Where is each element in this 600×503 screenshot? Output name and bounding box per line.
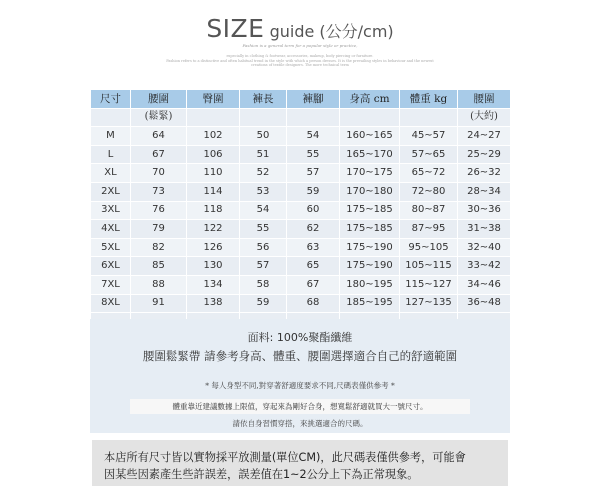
table-row — [91, 220, 511, 239]
table-cell: 114 — [187, 182, 240, 201]
subheader-cell — [287, 108, 340, 127]
size-label-cell: 8XL — [91, 294, 131, 313]
fineprint-line: creations of textile designers. The more technical term — [251, 63, 349, 68]
table-cell: 60 — [287, 201, 340, 220]
measurement-disclaimer — [92, 440, 508, 486]
header-cell: 身高 cm — [340, 90, 400, 109]
size-label-cell: 4XL — [91, 220, 131, 239]
subheader-cell — [340, 108, 400, 127]
header-cell: 體重 kg — [400, 90, 458, 109]
table-cell: 134 — [187, 275, 240, 294]
table-cell: 54 — [287, 127, 340, 146]
subheader-cell: (大約) — [458, 108, 511, 127]
table-row — [91, 127, 511, 146]
table-row — [91, 201, 511, 220]
table-cell: 127~135 — [400, 294, 458, 313]
table-cell: 58 — [240, 275, 287, 294]
table-cell: 87~95 — [400, 220, 458, 239]
table-cell: 45~57 — [400, 127, 458, 146]
size-table — [90, 89, 511, 332]
table-cell: 170~175 — [340, 164, 400, 183]
notes-panel — [90, 319, 510, 433]
title-main: SIZE — [206, 14, 265, 43]
table-cell: 59 — [240, 294, 287, 313]
table-cell: 55 — [287, 145, 340, 164]
size-guide-title — [0, 14, 600, 43]
table-cell: 59 — [287, 182, 340, 201]
table-cell: 30~36 — [458, 201, 511, 220]
table-cell: 54 — [240, 201, 287, 220]
table-subheader-row — [91, 108, 511, 127]
header-cell: 褲長 — [240, 90, 287, 109]
table-cell: 52 — [240, 164, 287, 183]
header-cell: 臀圍 — [187, 90, 240, 109]
table-cell: 33~42 — [458, 257, 511, 276]
table-cell: 85 — [131, 257, 187, 276]
table-cell: 91 — [131, 294, 187, 313]
table-cell: 102 — [187, 127, 240, 146]
size-label-cell: XL — [91, 164, 131, 183]
table-row — [91, 145, 511, 164]
table-cell: 160~165 — [340, 127, 400, 146]
table-cell: 32~40 — [458, 238, 511, 257]
tagline: Fashion is a general term for a popular style or practice, — [242, 43, 358, 48]
table-cell: 122 — [187, 220, 240, 239]
table-cell: 53 — [240, 182, 287, 201]
subheader-cell — [240, 108, 287, 127]
subheader-cell — [187, 108, 240, 127]
table-header-row — [91, 90, 511, 109]
table-cell: 57 — [240, 257, 287, 276]
table-cell: 65 — [287, 257, 340, 276]
size-label-cell: 2XL — [91, 182, 131, 201]
header-cell: 腰圍 — [458, 90, 511, 109]
fineprint-line: especially in clothing & footwear, accessories, makeup, body piercing or furniture. — [226, 54, 374, 58]
weight-note: 體重靠近建議數據上限值，穿起來為剛好合身，想寬鬆舒適就買大一號尺寸。 — [130, 399, 470, 414]
table-cell: 180~195 — [340, 275, 400, 294]
style-note: 請依自身習慣穿搭，來挑選適合的尺碼。 — [232, 419, 368, 428]
table-row — [91, 257, 511, 276]
disclaimer-line: 因某些因素產生些許誤差，誤差值在1~2公分上下為正常現象。 — [104, 468, 419, 481]
table-cell: 36~48 — [458, 294, 511, 313]
table-cell: 175~185 — [340, 220, 400, 239]
table-cell: 175~185 — [340, 201, 400, 220]
table-cell: 72~80 — [400, 182, 458, 201]
table-cell: 51 — [240, 145, 287, 164]
table-cell: 50 — [240, 127, 287, 146]
table-cell: 57 — [287, 164, 340, 183]
table-cell: 175~190 — [340, 238, 400, 257]
table-cell: 80~87 — [400, 201, 458, 220]
reference-note: * 每人身型不同,對穿著舒適度要求不同,尺碼表僅供參考 * — [205, 381, 395, 390]
subheader-cell: (鬆緊) — [131, 108, 187, 127]
size-label-cell: 5XL — [91, 238, 131, 257]
table-cell: 25~29 — [458, 145, 511, 164]
table-cell: 88 — [131, 275, 187, 294]
table-cell: 67 — [287, 275, 340, 294]
size-label-cell: M — [91, 127, 131, 146]
table-cell: 82 — [131, 238, 187, 257]
table-cell: 70 — [131, 164, 187, 183]
size-label-cell: 3XL — [91, 201, 131, 220]
table-cell: 34~46 — [458, 275, 511, 294]
fineprint-line: Fashion refers to a distinctive and often habitual trend in the style with which a person dresses. It is the prevailing styles in behaviour and the newest — [166, 58, 434, 63]
fineprint-block — [120, 54, 480, 68]
table-cell: 76 — [131, 201, 187, 220]
table-cell: 62 — [287, 220, 340, 239]
table-cell: 63 — [287, 238, 340, 257]
disclaimer-line: 本店所有尺寸皆以實物採平放測量(單位CM)，此尺碼表僅供參考，可能會 — [104, 451, 466, 464]
table-row — [91, 164, 511, 183]
header-cell: 尺寸 — [91, 90, 131, 109]
table-cell: 55 — [240, 220, 287, 239]
table-cell: 65~72 — [400, 164, 458, 183]
header-cell: 褲腳 — [287, 90, 340, 109]
table-cell: 118 — [187, 201, 240, 220]
table-cell: 130 — [187, 257, 240, 276]
table-cell: 31~38 — [458, 220, 511, 239]
table-cell: 95~105 — [400, 238, 458, 257]
table-cell: 175~190 — [340, 257, 400, 276]
fabric-note: 面料: 100%聚酯纖維 — [247, 331, 353, 344]
table-cell: 165~170 — [340, 145, 400, 164]
table-row — [91, 182, 511, 201]
table-cell: 105~115 — [400, 257, 458, 276]
size-label-cell: 6XL — [91, 257, 131, 276]
table-cell: 115~127 — [400, 275, 458, 294]
table-cell: 68 — [287, 294, 340, 313]
title-rest: guide (公分/cm) — [269, 22, 394, 41]
table-cell: 28~34 — [458, 182, 511, 201]
table-row — [91, 294, 511, 313]
table-cell: 56 — [240, 238, 287, 257]
table-cell: 26~32 — [458, 164, 511, 183]
sizing-advice: 腰圍鬆緊帶 請參考身高、體重、腰圍選擇適合自己的舒適範圍 — [142, 349, 458, 363]
table-cell: 110 — [187, 164, 240, 183]
size-label-cell: 7XL — [91, 275, 131, 294]
subheader-cell — [91, 108, 131, 127]
table-cell: 126 — [187, 238, 240, 257]
table-cell: 79 — [131, 220, 187, 239]
table-cell: 67 — [131, 145, 187, 164]
table-cell: 73 — [131, 182, 187, 201]
table-cell: 170~180 — [340, 182, 400, 201]
table-cell: 106 — [187, 145, 240, 164]
table-cell: 138 — [187, 294, 240, 313]
table-cell: 57~65 — [400, 145, 458, 164]
table-row — [91, 238, 511, 257]
table-row — [91, 275, 511, 294]
table-cell: 185~195 — [340, 294, 400, 313]
size-label-cell: L — [91, 145, 131, 164]
header-cell: 腰圍 — [131, 90, 187, 109]
table-cell: 64 — [131, 127, 187, 146]
table-cell: 24~27 — [458, 127, 511, 146]
subheader-cell — [400, 108, 458, 127]
